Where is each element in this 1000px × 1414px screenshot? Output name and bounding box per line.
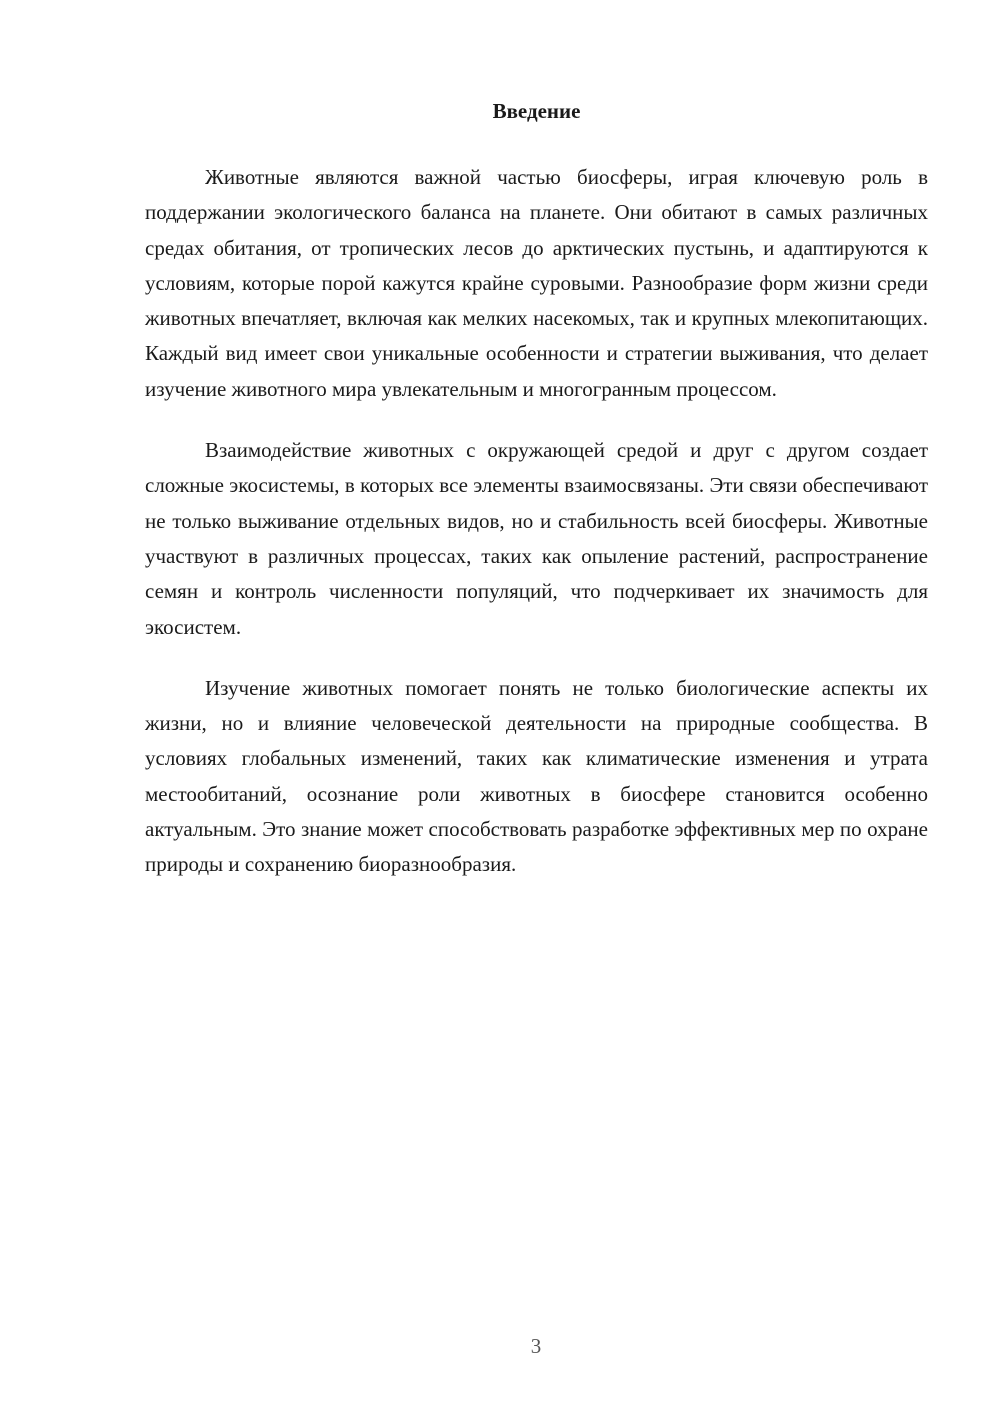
paragraph-1: Животные являются важной частью биосферы, играя ключевую роль в поддержании экологического баланса на планете. Они обитают в самых различных средах обитания, от тропических лесов до арктических пустынь, и адаптируются к условиям, которые порой кажутся крайне суровыми. Разнообразие форм жизни среди животных впечатляет, включая как мелких насекомых, так и крупных млекопитающих. Каждый вид имеет свои уникальные особенности и стратегии выживания, что делает изучение животного мира увлекательным и многогранным процессом. bbox=[145, 165, 928, 401]
page-number: 3 bbox=[530, 1334, 542, 1358]
paragraph-2: Взаимодействие животных с окружающей средой и друг с другом создает сложные экосистемы, в которых все элементы взаимосвязаны. Эти связи обеспечивают не только выживание отдельных видов, но и стабильность всей биосферы. Животные участвуют в различных процессах, таких как опыление растений, распространение семян и контроль численности популяций, что подчеркивает их значимость для экосистем. bbox=[145, 438, 928, 639]
section-heading: Введение bbox=[492, 99, 581, 123]
page-content bbox=[145, 96, 928, 883]
paragraph-3: Изучение животных помогает понять не только биологические аспекты их жизни, но и влияние человеческой деятельности на природные сообщества. В условиях глобальных изменений, таких как климатические изменения и утрата местообитаний, осознание роли животных в биосфере становится особенно актуальным. Это знание может способствовать разработке эффективных мер по охране природы и сохранению биоразнообразия. bbox=[145, 675, 928, 877]
